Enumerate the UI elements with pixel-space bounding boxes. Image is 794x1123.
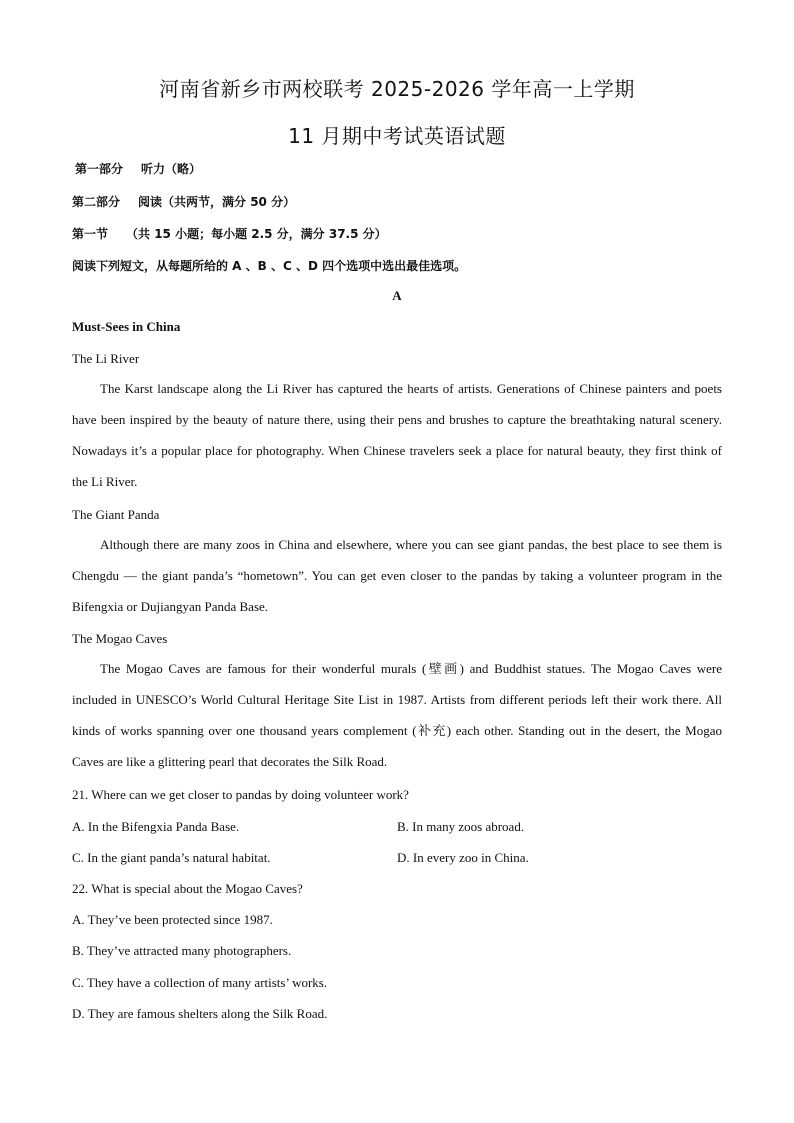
part1-line	[75, 160, 201, 177]
section1-line	[72, 225, 387, 242]
paragraph-giant-panda: Although there are many zoos in China and elsewhere, where you can see giant pandas, the best place to see them is Chengdu — the giant panda’s “hometown”. You can get even closer to the pandas by taking a volunteer program in the Bifengxia or Dujiangyan Panda Base.	[72, 537, 722, 614]
part2-text: 阅读（共两节，满分 50 分）	[138, 195, 296, 209]
question-21-option-a: A. In the Bifengxia Panda Base.	[72, 819, 240, 834]
passage-heading: Must-Sees in China	[72, 319, 181, 334]
question-22-option-b: B. They’ve attracted many photographers.	[72, 943, 292, 958]
section-title-mogao-caves: The Mogao Caves	[72, 631, 168, 646]
section-title-li-river: The Li River	[72, 351, 140, 366]
passage-letter: A	[392, 288, 402, 303]
question-22-option-a: A. They’ve been protected since 1987.	[72, 912, 273, 927]
paragraph-li-river: The Karst landscape along the Li River has captured the hearts of artists. Generations of Chinese painters and poets have been inspired by the beauty of nature there, using their pens and brushes to capture the breathtaking natural scenery. Nowadays it’s a popular place for photography. When Chinese travelers seek a place for natural beauty, they first think of the Li River.	[72, 381, 722, 489]
part1-label: 第一部分	[75, 162, 124, 176]
reading-instruction: 阅读下列短文，从每题所给的 A 、B 、C 、D 四个选项中选出最佳选项。	[72, 259, 467, 273]
section1-text: （共 15 小题；每小题 2.5 分，满分 37.5 分）	[126, 227, 387, 241]
part2-label: 第二部分	[72, 195, 121, 209]
question-21-option-b: B. In many zoos abroad.	[397, 819, 525, 834]
part2-line	[72, 193, 295, 210]
question-21-stem: 21. Where can we get closer to pandas by doing volunteer work?	[72, 787, 409, 802]
exam-title-line1: 河南省新乡市两校联考 2025-2026 学年高一上学期	[159, 77, 635, 101]
section1-label: 第一节	[72, 227, 109, 241]
part1-text: 听力（略）	[141, 162, 202, 176]
paragraph-mogao-caves: The Mogao Caves are famous for their wonderful murals (壁画) and Buddhist statues. The Mogao Caves were included in UNESCO’s World Cultural Heritage Site List in 1987. Artists from different periods left their work there. All kinds of works spanning over one thousand years complement (补充) each other. Standing out in the desert, the Mogao Caves are like a glittering pearl that decorates the Silk Road.	[72, 661, 722, 769]
exam-title-line2: 11 月期中考试英语试题	[288, 124, 506, 148]
question-21-option-d: D. In every zoo in China.	[397, 850, 529, 865]
question-22-stem: 22. What is special about the Mogao Caves?	[72, 881, 303, 896]
section-title-giant-panda: The Giant Panda	[72, 507, 160, 522]
question-22-option-d: D. They are famous shelters along the Silk Road.	[72, 1006, 328, 1021]
question-21-option-c: C. In the giant panda’s natural habitat.	[72, 850, 271, 865]
question-22-option-c: C. They have a collection of many artists’ works.	[72, 975, 328, 990]
